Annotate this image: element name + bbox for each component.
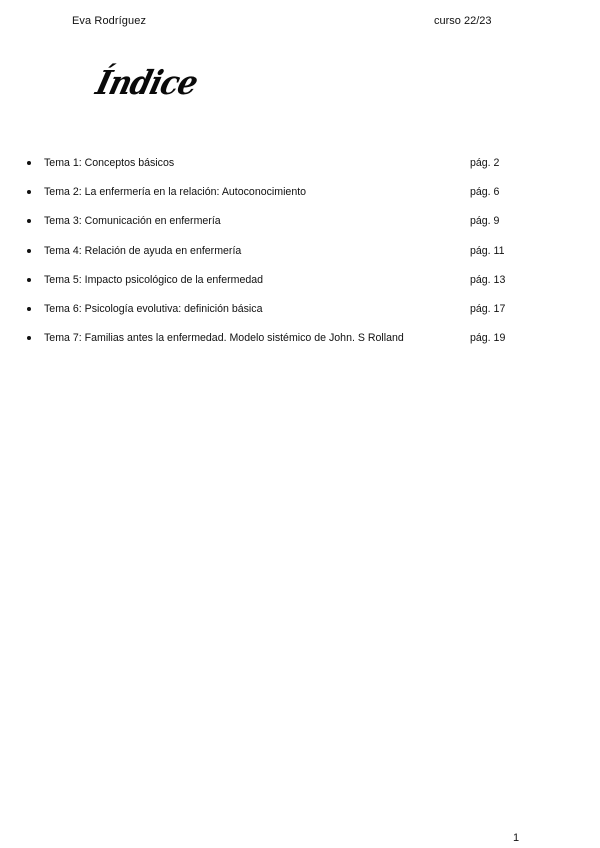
toc-item-page: pág. 19: [470, 332, 506, 345]
toc-item-7: [0, 328, 600, 357]
header-course: curso 22/23: [434, 15, 492, 27]
table-of-contents: [0, 153, 600, 357]
toc-item-1: [0, 153, 600, 182]
bullet-icon: [27, 278, 31, 282]
toc-item-4: [0, 241, 600, 270]
bullet-icon: [27, 336, 31, 340]
toc-item-page: pág. 6: [470, 186, 500, 199]
toc-item-page: pág. 2: [470, 157, 500, 169]
toc-item-page: pág. 17: [470, 302, 506, 315]
toc-item-title: Tema 7: Familias antes la enfermedad. Modelo sistémico de John. S Rolland: [44, 332, 404, 345]
bullet-icon: [27, 190, 31, 194]
page-title: Índice: [92, 64, 202, 103]
toc-item-2: [0, 182, 600, 211]
toc-item-title: Tema 2: La enfermería en la relación: Autoconocimiento: [44, 186, 307, 199]
toc-item-3: [0, 211, 600, 240]
bullet-icon: [27, 219, 31, 223]
header-author: Eva Rodríguez: [72, 15, 147, 27]
bullet-icon: [27, 161, 31, 165]
toc-item-page: pág. 11: [470, 244, 505, 257]
bullet-icon: [27, 249, 31, 253]
toc-item-title: Tema 4: Relación de ayuda en enfermería: [44, 244, 242, 257]
toc-item-page: pág. 13: [470, 273, 506, 286]
toc-item-5: [0, 270, 600, 299]
toc-item-title: Tema 6: Psicología evolutiva: definición básica: [44, 302, 263, 315]
toc-item-title: Tema 5: Impacto psicológico de la enfermedad: [44, 273, 264, 286]
toc-item-6: [0, 299, 600, 328]
toc-item-title: Tema 3: Comunicación en enfermería: [44, 215, 221, 228]
bullet-icon: [27, 307, 31, 311]
page-number: 1: [513, 832, 520, 844]
toc-item-title: Tema 1: Conceptos básicos: [44, 157, 175, 169]
toc-item-page: pág. 9: [470, 215, 500, 228]
